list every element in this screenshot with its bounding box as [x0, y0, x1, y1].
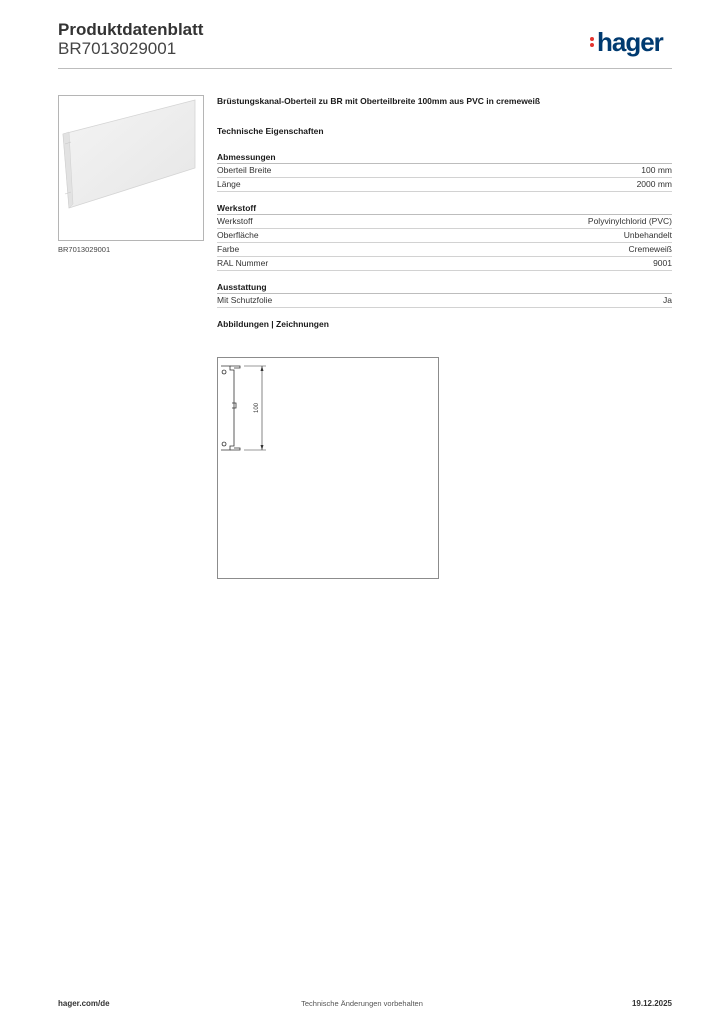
- spec-value: 2000 mm: [636, 179, 672, 189]
- spec-row: [217, 215, 672, 229]
- image-caption: BR7013029001: [58, 245, 111, 254]
- product-image: [58, 95, 204, 241]
- product-description: Brüstungskanal-Oberteil zu BR mit Oberteilbreite 100mm aus PVC in cremeweiß: [217, 96, 541, 106]
- technical-drawing: [217, 357, 439, 579]
- spec-label: RAL Nummer: [217, 258, 269, 268]
- spec-value: 100 mm: [641, 165, 672, 175]
- spec-value: 9001: [653, 258, 672, 268]
- profile-drawing-icon: [218, 358, 438, 578]
- spec-label: Mit Schutzfolie: [217, 295, 273, 305]
- dimension-label: 100: [254, 402, 260, 414]
- footer-notice: Technische Änderungen vorbehalten: [301, 999, 423, 1008]
- product-profile-image: [59, 96, 203, 240]
- spec-row: [217, 257, 672, 271]
- section-ausstattung: [217, 281, 672, 308]
- section-werkstoff: [217, 202, 672, 271]
- spec-label: Länge: [217, 179, 241, 189]
- logo-dots-icon: [590, 35, 595, 49]
- drawings-heading: Abbildungen | Zeichnungen: [217, 319, 329, 329]
- header-divider: [58, 68, 672, 69]
- spec-main: [217, 95, 672, 332]
- tech-properties-heading: Technische Eigenschaften: [217, 126, 324, 136]
- spec-row: [217, 178, 672, 192]
- logo-text: hager: [597, 27, 663, 57]
- hager-logo: [590, 27, 663, 58]
- section-title: Ausstattung: [217, 281, 672, 294]
- spec-row: [217, 294, 672, 308]
- spec-value: Unbehandelt: [623, 230, 672, 240]
- page-title: Produktdatenblatt: [58, 20, 204, 39]
- spec-label: Farbe: [217, 244, 240, 254]
- section-abmessungen: [217, 151, 672, 192]
- spec-label: Oberfläche: [217, 230, 259, 240]
- section-title: Abmessungen: [217, 151, 672, 164]
- spec-value: Cremeweiß: [628, 244, 672, 254]
- spec-value: Ja: [663, 295, 672, 305]
- spec-row: [217, 164, 672, 178]
- footer-website[interactable]: hager.com/de: [58, 999, 110, 1008]
- article-number: BR7013029001: [58, 39, 177, 58]
- spec-label: Oberteil Breite: [217, 165, 272, 175]
- spec-value: Polyvinylchlorid (PVC): [587, 216, 672, 226]
- spec-row: [217, 243, 672, 257]
- spec-row: [217, 229, 672, 243]
- footer-date: 19.12.2025: [631, 999, 672, 1008]
- section-title: Werkstoff: [217, 202, 672, 215]
- spec-label: Werkstoff: [217, 216, 253, 226]
